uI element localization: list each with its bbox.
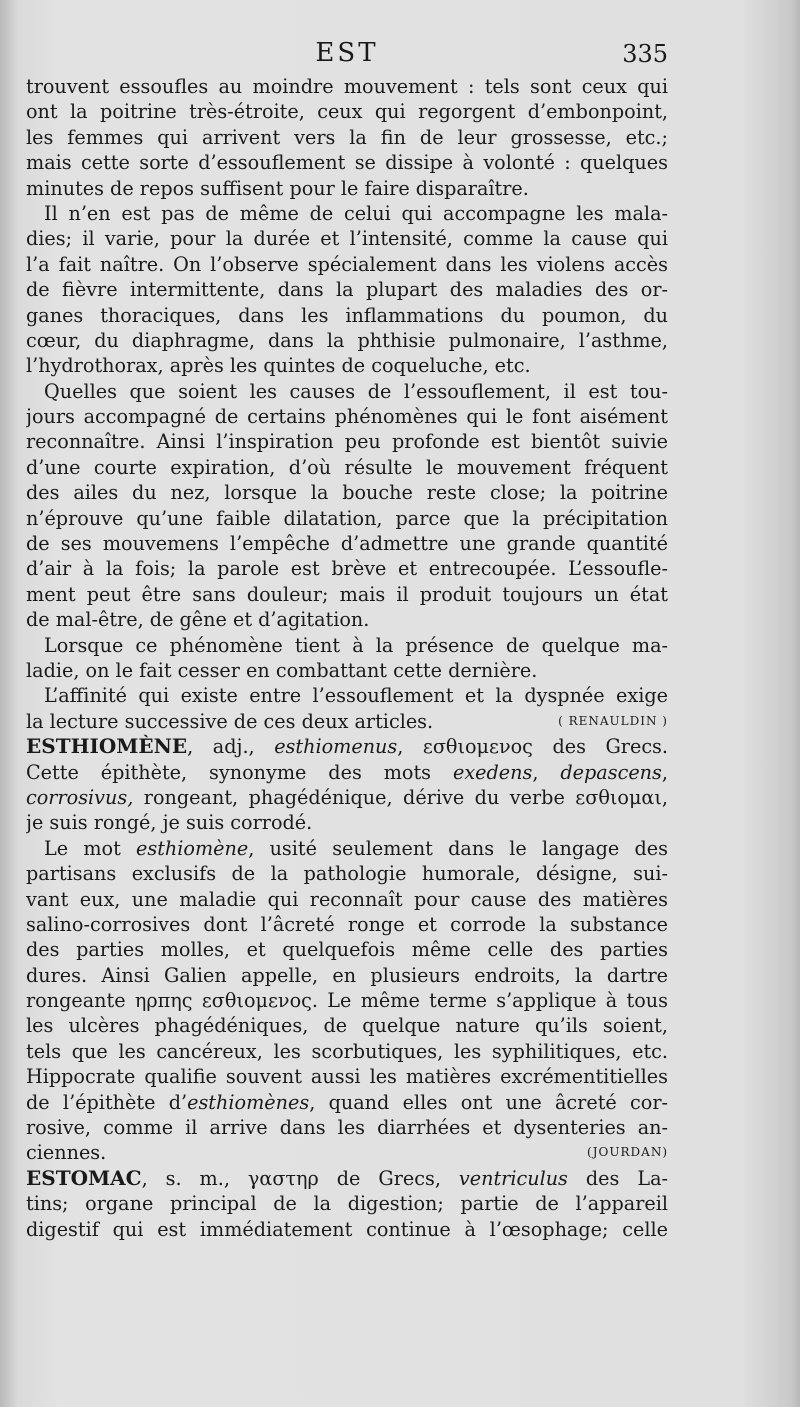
text-run: Hippocrate qualifie souvent aussi les matières excrémentitielles (26, 1065, 668, 1089)
italic-term: esthiomène (136, 836, 249, 860)
text-run: rongeant, phagédénique, dérive du verbe εσθιομαι, (133, 785, 668, 809)
text-line (26, 1039, 668, 1064)
text-run: tels que les cancéreux, les scorbutiques, les syphilitiques, etc. (26, 1039, 668, 1063)
author-signature: ( RENAULDIN ) (558, 713, 668, 728)
text-line (26, 556, 668, 581)
text-line (26, 709, 668, 734)
text-run: des La- (567, 1166, 668, 1190)
text-line (26, 125, 668, 150)
text-line (26, 99, 668, 124)
text-run: reconnaître. Ainsi l’inspiration peu profonde est bientôt suivie (26, 430, 668, 454)
text-run: , (661, 760, 668, 784)
text-run: les femmes qui arrivent vers la fin de leur grossesse, etc.; (26, 125, 668, 149)
text-run: Il n’en est pas de même de celui qui accompagne les mala- (44, 201, 668, 225)
text-line (26, 1166, 668, 1191)
text-line (26, 455, 668, 480)
text-run: l’a fait naître. On l’observe spécialement dans les violens accès (26, 252, 668, 276)
text-line (26, 201, 668, 226)
text-run: de ses mouvemens l’empêche d’admettre une grande quantité (26, 532, 668, 556)
text-line (26, 912, 668, 937)
text-line (26, 531, 668, 556)
text-run: ganes thoraciques, dans les inflammations du poumon, du (26, 303, 668, 327)
text-run: , εσθιομενος des Grecs. (397, 735, 668, 759)
text-run: rosive, comme il arrive dans les diarrhées et dysenteries an- (26, 1116, 668, 1140)
text-line (26, 74, 668, 99)
text-run: jours accompagné de certains phénomènes qui le font aisément (26, 405, 668, 429)
italic-term: depascens (560, 760, 662, 784)
text-line (26, 379, 668, 404)
text-run: de fièvre intermittente, dans la plupart des maladies des or- (26, 278, 668, 302)
text-line (26, 633, 668, 658)
text-run: dures. Ainsi Galien appelle, en plusieurs endroits, la dartre (26, 963, 668, 987)
text-run: d’air à la fois; la parole est brève et entrecoupée. L’essoufle- (26, 557, 668, 581)
text-line (26, 1191, 668, 1216)
text-line (26, 353, 668, 378)
text-run: des ailes du nez, lorsque la bouche reste close; la poitrine (26, 481, 668, 505)
text-line (26, 734, 668, 759)
page-header (26, 38, 668, 72)
text-line (26, 480, 668, 505)
text-run: Le mot (44, 836, 137, 860)
page-number: 335 (622, 40, 668, 68)
text-run: n’éprouve qu’une faible dilatation, parce que la précipitation (26, 506, 668, 530)
text-run: de l’épithète d’ (26, 1090, 188, 1114)
text-line (26, 785, 668, 810)
text-line (26, 1090, 668, 1115)
text-run: tins; organe principal de la digestion; partie de l’appareil (26, 1192, 668, 1216)
text-run: dies; il varie, pour la durée et l’intensité, comme la cause qui (26, 227, 668, 251)
entry-headword: ESTHIOMÈNE (26, 734, 188, 759)
italic-term: esthiomènes (187, 1090, 310, 1114)
text-line (26, 887, 668, 912)
text-run: , adj., (187, 735, 275, 759)
text-run: ment peut être sans douleur; mais il produit toujours un état (26, 582, 668, 606)
text-run: rongeante ηρπης εσθιομενος. Le même terme s’applique à tous (26, 989, 668, 1013)
running-head: EST (315, 38, 379, 68)
text-run: trouvent essoufles au moindre mouvement : tels sont ceux qui (26, 75, 668, 98)
text-run: , s. m., γαστηρ de Grecs, (141, 1166, 459, 1190)
text-run: mais cette sorte d’essouflement se dissipe à volonté : quelques (26, 151, 668, 175)
text-line (26, 252, 668, 277)
text-run: la lecture successive de ces deux articles. (26, 709, 434, 733)
text-line (26, 277, 668, 302)
text-run: , (532, 760, 561, 784)
text-run: ciennes. (26, 1141, 107, 1165)
text-line (26, 303, 668, 328)
text-line (26, 810, 668, 835)
text-line (26, 683, 668, 708)
text-run: salino-corrosives dont l’âcreté ronge et corrode la substance (26, 912, 668, 936)
text-run: je suis rongé, je suis corrodé. (26, 811, 313, 835)
text-line (26, 658, 668, 683)
text-line (26, 607, 668, 632)
text-line (26, 226, 668, 251)
italic-term: corrosivus, (26, 785, 134, 809)
text-line (26, 1140, 668, 1165)
text-line (26, 836, 668, 861)
author-signature: (JOURDAN) (587, 1145, 668, 1160)
text-run: vant eux, une maladie qui reconnaît pour cause des matières (26, 887, 668, 911)
text-run: Lorsque ce phénomène tient à la présence de quelque ma- (44, 633, 668, 657)
text-run: des parties molles, et quelquefois même celle des parties (26, 938, 668, 962)
text-line (26, 404, 668, 429)
text-line (26, 1217, 668, 1242)
text-run: de mal-être, de gêne et d’agitation. (26, 608, 370, 632)
text-line (26, 150, 668, 175)
text-run: les ulcères phagédéniques, de quelque nature qu’ils soient, (26, 1014, 668, 1038)
entry-headword: ESTOMAC (26, 1165, 142, 1190)
text-line (26, 760, 668, 785)
text-run: ladie, on le fait cesser en combattant cette dernière. (26, 658, 538, 682)
text-line (26, 1064, 668, 1089)
text-line (26, 1013, 668, 1038)
text-line (26, 582, 668, 607)
text-run: digestif qui est immédiatement continue à l’œsophage; celle (26, 1217, 668, 1241)
italic-term: exedens (452, 760, 533, 784)
text-line (26, 328, 668, 353)
text-line (26, 176, 668, 201)
text-run: Quelles que soient les causes de l’essouflement, il est tou- (44, 379, 668, 403)
body-text (26, 74, 668, 1242)
text-line (26, 1115, 668, 1140)
text-run: ont la poitrine très-étroite, ceux qui regorgent d’embonpoint, (26, 100, 668, 124)
text-run: , usité seulement dans le langage des (248, 836, 668, 860)
italic-term: esthiomenus (274, 735, 398, 759)
text-run: , quand elles ont une âcreté cor- (309, 1090, 668, 1114)
text-run: partisans exclusifs de la pathologie humorale, désigne, sui- (26, 862, 668, 886)
text-line (26, 963, 668, 988)
text-run: cœur, du diaphragme, dans la phthisie pulmonaire, l’asthme, (26, 328, 668, 352)
text-line (26, 506, 668, 531)
text-line (26, 861, 668, 886)
text-line (26, 429, 668, 454)
text-run: Cette épithète, synonyme des mots (26, 760, 453, 784)
text-run: L’affinité qui existe entre l’essouflement et la dyspnée exige (44, 684, 668, 708)
text-run: d’une courte expiration, d’où résulte le mouvement fréquent (26, 455, 668, 479)
italic-term: ventriculus (458, 1166, 568, 1190)
text-run: minutes de repos suffisent pour le faire disparaître. (26, 176, 529, 200)
text-run: l’hydrothorax, après les quintes de coqueluche, etc. (26, 354, 531, 378)
text-line (26, 988, 668, 1013)
text-line (26, 937, 668, 962)
